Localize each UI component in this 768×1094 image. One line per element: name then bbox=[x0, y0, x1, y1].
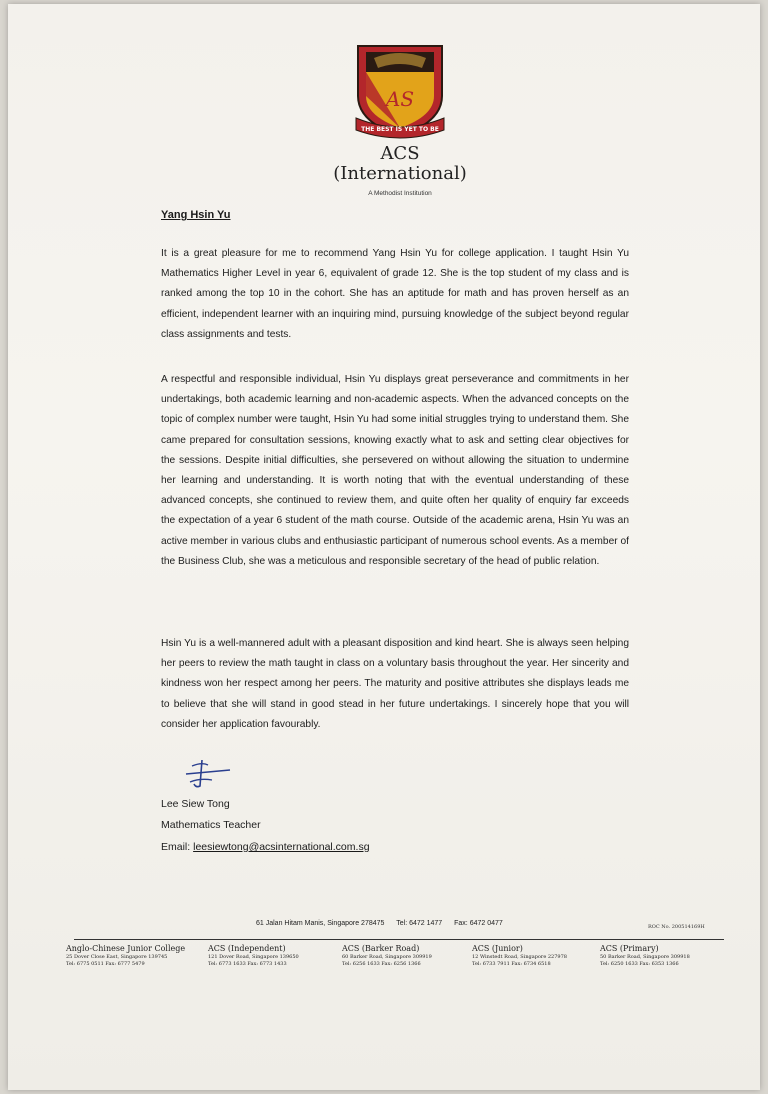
email-label: Email: bbox=[161, 841, 191, 853]
handwritten-signature bbox=[178, 756, 238, 790]
branch-acjc bbox=[66, 944, 206, 968]
branch-contact: Tel: 6250 1633 Fax: 6353 1366 bbox=[600, 961, 679, 967]
school-subtitle: A Methodist Institution bbox=[368, 190, 432, 197]
branch-address: 25 Dover Close East, Singapore 139745 bbox=[66, 954, 168, 960]
branch-address: 60 Barker Road, Singapore 309919 bbox=[342, 954, 432, 960]
signatory-title: Mathematics Teacher bbox=[161, 819, 261, 831]
letter-paragraph: A respectful and responsible individual, Hsin Yu displays great perseverance and commitments in her undertakings, both academic learning and non-academic aspects. When the advanced concepts on the topic of complex number were taught, Hsin Yu had some initial struggles trying to understand them. She came prepared for consultation sessions, knowing exactly what to ask and setting clear objectives for the sessions. Despite initial difficulties, she persevered on without allowing the situation to undermine her learning and understanding. It is worth noting that with the eventual understanding of these advanced concepts, she continued to review them, and quite often her quality of enquiry far exceeds the expectation of a year 6 student of the math course. Outside of the academic arena, Hsin Yu was an active member in various clubs and enthusiastic participant of numerous school events. As a member of the Business Club, she was a meticulous and responsible secretary of the head of public relation. bbox=[161, 374, 629, 567]
footer-street: 61 Jalan Hitam Manis, Singapore 278475 bbox=[256, 920, 385, 927]
branch-address: 121 Dover Road, Singapore 139650 bbox=[208, 954, 299, 960]
roc-number: ROC No. 200514169H bbox=[648, 924, 705, 930]
branch-acs-junior bbox=[472, 944, 600, 968]
branch-contact: Tel: 6733 7911 Fax: 6734 6518 bbox=[472, 961, 551, 967]
letter-paragraph: It is a great pleasure for me to recommend Yang Hsin Yu for college application. I taught Hsin Yu Mathematics Higher Level in year 6, equivalent of grade 12. She is the top student of my class and is ranked among the top 10 in the cohort. She has an aptitude for math and has proven herself as an efficient, independent learner with an inquiring mind, pursuing knowledge of the subject beyond regular class assignments and tests. bbox=[161, 248, 629, 340]
branch-name: ACS (Junior) bbox=[472, 944, 523, 953]
svg-text:AS: AS bbox=[385, 87, 415, 111]
branch-acs-independent bbox=[208, 944, 336, 968]
school-name-international: (International) bbox=[333, 163, 467, 184]
recipient-name: Yang Hsin Yu bbox=[161, 209, 231, 221]
branch-name: ACS (Independent) bbox=[208, 944, 286, 953]
letter-paragraph: Hsin Yu is a well-mannered adult with a pleasant disposition and kind heart. She is always seen helping her peers to review the math taught in class on a voluntary basis throughout the year. Her sincerity and kindness won her respect among her peers. The maturity and positive attributes she displays leads me to believe that she will stand in good stead in her future undertakings. I sincerely hope that you will consider her application favourably. bbox=[161, 638, 629, 730]
branch-name: ACS (Barker Road) bbox=[342, 944, 420, 953]
school-name bbox=[308, 144, 492, 184]
footer-fax: Fax: 6472 0477 bbox=[454, 920, 503, 927]
branch-contact: Tel: 6775 0511 Fax: 6777 5479 bbox=[66, 961, 145, 967]
branch-address: 50 Barker Road, Singapore 309918 bbox=[600, 954, 690, 960]
branch-acs-primary bbox=[600, 944, 724, 968]
branch-name: Anglo-Chinese Junior College bbox=[66, 944, 186, 953]
signatory-email-row bbox=[161, 841, 370, 853]
email-link[interactable]: leesiewtong@acsinternational.com.sg bbox=[193, 841, 370, 853]
branch-address: 12 Winstedt Road, Singapore 227978 bbox=[472, 954, 567, 960]
signatory-name: Lee Siew Tong bbox=[161, 798, 230, 810]
footer-address bbox=[256, 920, 513, 927]
footer-tel: Tel: 6472 1477 bbox=[396, 920, 443, 927]
branch-name: ACS (Primary) bbox=[600, 944, 659, 953]
school-name-acs: ACS bbox=[380, 143, 420, 164]
crest-motto: THE BEST IS YET TO BE bbox=[361, 126, 439, 133]
footer-divider bbox=[74, 939, 724, 940]
school-crest-logo bbox=[352, 40, 448, 144]
letter-page bbox=[8, 4, 760, 1090]
branch-contact: Tel: 6773 1633 Fax: 6773 1433 bbox=[208, 961, 287, 967]
branch-contact: Tel: 6256 1633 Fax: 6256 1366 bbox=[342, 961, 421, 967]
branch-acs-barker-road bbox=[342, 944, 470, 968]
